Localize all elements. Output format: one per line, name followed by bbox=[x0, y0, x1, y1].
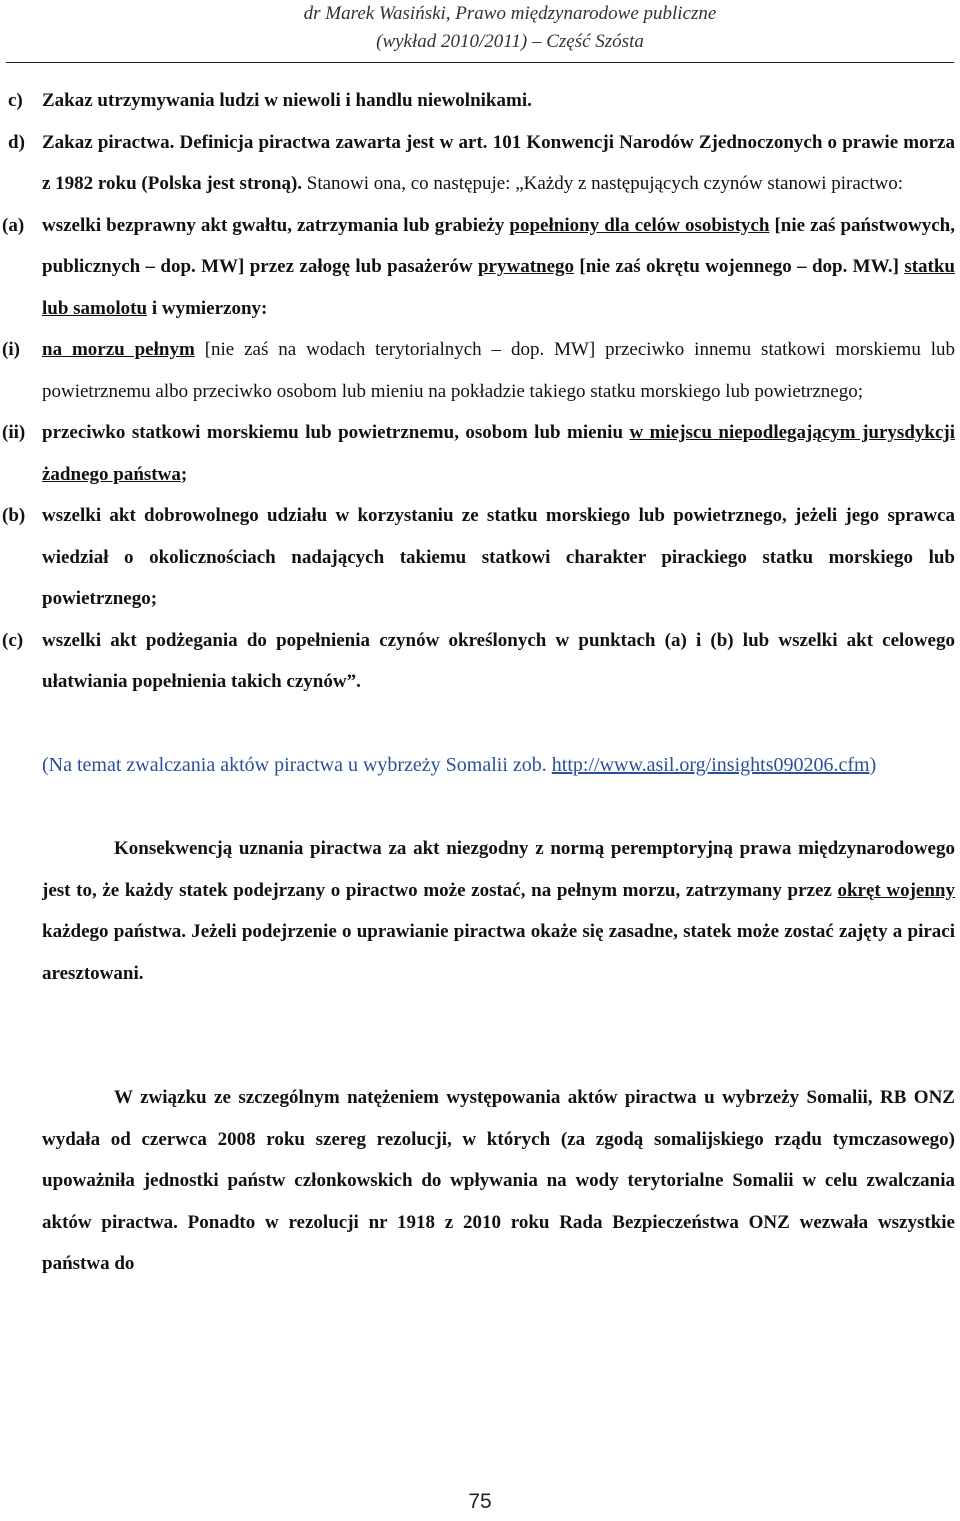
item-text bbox=[42, 620, 955, 703]
header-rule bbox=[6, 62, 954, 63]
header-line-2: (wykład 2010/2011) – Część Szósta bbox=[376, 31, 644, 52]
item-text bbox=[42, 329, 955, 412]
text-run: W związku ze szczególnym natężeniem występowania aktów piractwa u wybrzeży Somalii, RB ONZ wydała od czerwca 2008 roku szereg rezolucji, w których (za zgodą somalijskiego rządu tymczasowego) upoważniła jednostki państw członkowskich do wpływania na wody terytorialne Somalii w celu zwalczania aktów piractwa. Ponadto w rezolucji nr 1918 z 2010 roku Rada Bezpieczeństwa ONZ wezwała wszystkie państwa do bbox=[42, 1087, 955, 1274]
underlined-text: okręt wojenny bbox=[837, 879, 955, 901]
note-text: (Na temat zwalczania aktów piractwa u wybrzeży Somalii zob. bbox=[42, 753, 552, 776]
item-text bbox=[42, 80, 955, 122]
item-label: (ii) bbox=[2, 422, 26, 443]
spacer bbox=[0, 786, 960, 828]
text-run: wszelki bezprawny akt gwałtu, zatrzymania lub grabieży bbox=[42, 214, 510, 236]
item-label: (c) bbox=[2, 629, 24, 651]
reference-link[interactable]: http://www.asil.org/insights090206.cfm bbox=[551, 753, 870, 776]
item-d-text-bold: Zakaz piractwa. Definicja piractwa zawarta jest w art. 101 Konwencji Narodów Zjednoczonych o prawie morza z 1982 roku (Polska jest stroną). bbox=[42, 131, 955, 194]
item-label: (b) bbox=[2, 505, 26, 526]
list-item-a bbox=[0, 205, 960, 330]
item-d-text-normal: Stanowi ona, co następuje: „Każdy z następujących czynów stanowi piractwo: bbox=[302, 173, 903, 194]
underlined-text: na morzu pełnym bbox=[42, 339, 195, 360]
item-b-text: wszelki akt dobrowolnego udziału w korzystaniu ze statku morskiego lub powietrznego, jeżeli jego sprawca wiedział o okolicznościach nadających takiemu statkowi charakter pirackiego statku morskiego lub powietrznego; bbox=[42, 505, 955, 609]
text-run: Konsekwencją uznania piractwa za akt niezgodny z normą peremptoryjną prawa międzynarodowego jest to, że każdy statek podejrzany o piractwo może zostać, na pełnym morzu, zatrzymany przez bbox=[42, 838, 955, 901]
paragraph-consequence bbox=[42, 828, 955, 994]
underlined-text: popełniony dla celów osobistych bbox=[509, 214, 770, 236]
item-c-text: Zakaz utrzymywania ludzi w niewoli i handlu niewolnikami. bbox=[42, 90, 532, 111]
item-label: (i) bbox=[2, 339, 20, 360]
item-text bbox=[42, 122, 955, 205]
underlined-text: prywatnego bbox=[477, 256, 575, 277]
item-label: (a) bbox=[2, 214, 25, 236]
reference-note bbox=[42, 745, 955, 787]
text-run: [nie zaś na wodach terytorialnych – dop. MW] przeciwko innemu statkowi morskiemu lub powietrznemu albo przeciwko osobom lub mieniu na pokładzie takiego statku morskiego lub powietrznego; bbox=[42, 339, 955, 402]
text-run: każdego państwa. Jeżeli podejrzenie o uprawianie piractwa okaże się zasadne, statek może zostać zajęty a piraci aresztowani. bbox=[42, 921, 955, 984]
note-close: ) bbox=[869, 753, 877, 776]
spacer bbox=[0, 703, 960, 745]
header-line-1: dr Marek Wasiński, Prawo międzynarodowe publiczne bbox=[303, 3, 717, 24]
text-run: [nie zaś państwowych, publicznych – dop. MW] przez załogę lub pasażerów bbox=[42, 214, 955, 277]
list-item-c bbox=[0, 80, 960, 122]
list-item-d bbox=[0, 122, 960, 205]
item-text bbox=[42, 495, 955, 620]
list-item-c2 bbox=[0, 620, 960, 703]
item-text bbox=[42, 205, 955, 330]
running-header bbox=[0, 0, 960, 56]
list-item-b bbox=[0, 495, 960, 620]
item-label: d) bbox=[8, 131, 25, 153]
list-item-ii bbox=[0, 412, 960, 495]
text-run: przeciwko statkowi morskiemu lub powietrznemu, osobom lub mieniu bbox=[42, 422, 630, 443]
underlined-text: statku lub samolotu bbox=[42, 256, 955, 319]
text-run: i wymierzony: bbox=[147, 297, 268, 319]
page-body bbox=[0, 80, 960, 1285]
page-number: 75 bbox=[468, 1490, 492, 1513]
paragraph-somalia bbox=[42, 1077, 955, 1285]
spacer bbox=[0, 994, 960, 1077]
item-text bbox=[42, 412, 955, 495]
list-item-i bbox=[0, 329, 960, 412]
text-run: [nie zaś okrętu wojennego – dop. MW.] bbox=[574, 256, 905, 277]
text-run: ; bbox=[180, 463, 188, 485]
item-label: c) bbox=[8, 90, 23, 111]
item-c2-text: wszelki akt podżegania do popełnienia czynów określonych w punktach (a) i (b) lub wszelki akt celowego ułatwiania popełnienia takich czynów”. bbox=[42, 629, 955, 692]
underlined-text: w miejscu niepodlegającym jurysdykcji żadnego państwa bbox=[42, 422, 955, 485]
